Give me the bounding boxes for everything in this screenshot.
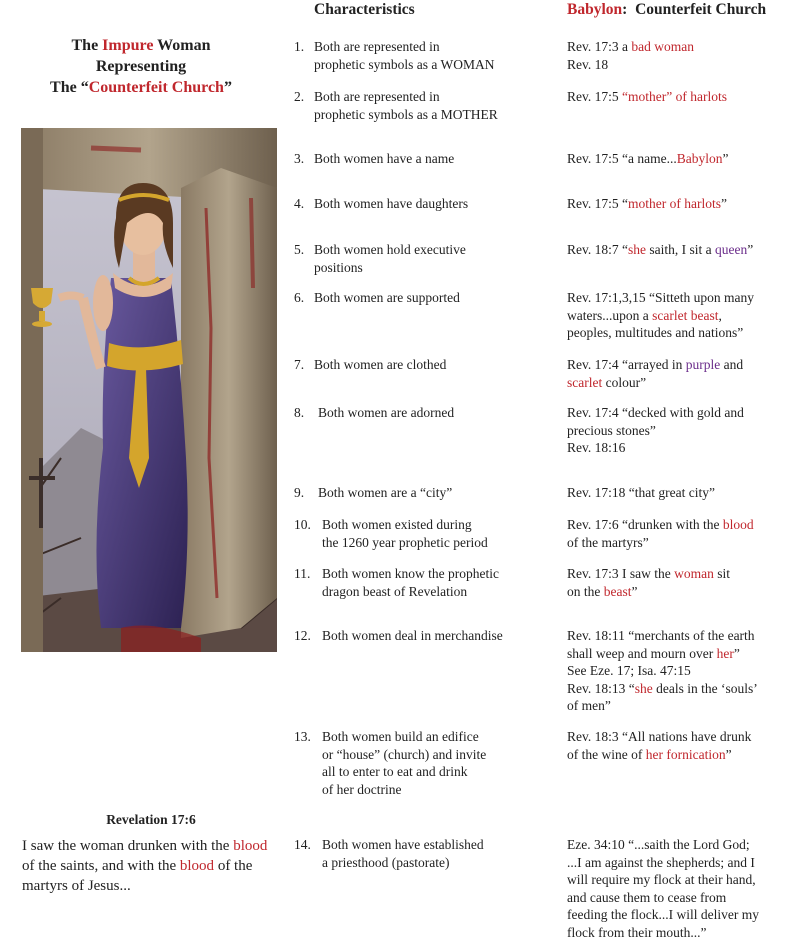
row-reference <box>567 565 799 600</box>
reference-span: Rev. 18:16 <box>567 440 626 455</box>
reference-line <box>567 645 799 663</box>
title-representing: Representing <box>95 58 187 75</box>
characteristic-line: prophetic symbols as a MOTHER <box>314 106 498 122</box>
reference-span: scarlet <box>567 374 603 390</box>
characteristic-line: Both women are clothed <box>314 357 447 372</box>
reference-span: ” <box>631 583 638 599</box>
reference-line <box>567 289 799 307</box>
characteristic-line: Both women hold executive <box>314 242 466 257</box>
verse-span: of the saints, and with the <box>22 858 180 874</box>
reference-span: ...I am against the shepherds; and I <box>567 854 755 870</box>
characteristic-line: or “house” (church) and invite <box>322 746 487 762</box>
reference-span: shall weep and mourn over <box>567 645 717 661</box>
reference-span: deals in the ‘souls’ <box>652 680 758 696</box>
reference-line <box>567 56 799 74</box>
reference-span: Rev. 17:4 “arrayed in <box>567 357 686 372</box>
characteristic-line: of her doctrine <box>322 781 402 797</box>
reference-line <box>567 871 799 889</box>
row-characteristic <box>322 836 484 871</box>
reference-span: of the martyrs” <box>567 534 649 550</box>
babylon-header <box>567 1 766 19</box>
reference-line <box>567 241 799 259</box>
characteristic-line: positions <box>314 259 363 275</box>
row-characteristic <box>322 627 503 645</box>
title-impure: Impure <box>102 37 154 54</box>
reference-line <box>567 565 799 583</box>
reference-span: she <box>634 680 653 696</box>
verse-span: of the martyrs of Jesus... <box>22 858 253 894</box>
reference-line <box>567 516 799 534</box>
reference-span: Rev. 17:6 “drunken with the <box>567 517 723 532</box>
babylon-header-counterfeit: Counterfeit Church <box>635 1 767 18</box>
reference-span: ” <box>722 151 729 166</box>
reference-span: on the <box>567 583 604 599</box>
reference-line <box>567 728 799 746</box>
row-reference <box>567 728 799 763</box>
reference-line <box>567 195 799 213</box>
reference-span: blood <box>722 517 754 532</box>
row-characteristic <box>314 88 498 123</box>
row-characteristic <box>314 150 454 168</box>
reference-line <box>567 662 799 680</box>
reference-line <box>567 534 799 552</box>
row-characteristic <box>314 195 468 213</box>
characteristic-line: dragon beast of Revelation <box>322 583 468 599</box>
reference-span: Rev. 17:4 “decked with gold and <box>567 405 744 420</box>
verse-heading: Revelation 17:6 <box>106 812 196 827</box>
characteristic-line: Both women have daughters <box>314 196 469 211</box>
reference-span: waters...upon a <box>567 307 653 323</box>
reference-line <box>567 88 799 106</box>
row-characteristic <box>318 404 454 422</box>
title-the-quote: The “ <box>50 79 89 96</box>
reference-line <box>567 680 799 698</box>
reference-span: Rev. 17:3 I saw the <box>567 566 675 581</box>
reference-line <box>567 404 799 422</box>
characteristic-line: all to enter to eat and drink <box>322 764 468 779</box>
reference-span: Rev. 18:13 “ <box>567 680 635 696</box>
characteristic-line: Both women build an edifice <box>322 729 479 744</box>
reference-line <box>567 439 799 457</box>
reference-span: Babylon <box>676 151 723 166</box>
row-characteristic <box>314 356 446 374</box>
row-number: 8. <box>294 405 305 420</box>
characteristics-header: Characteristics <box>314 1 415 18</box>
reference-span: See Eze. 17; Isa. 47:15 <box>567 663 691 678</box>
reference-span: Rev. 17:5 “a name... <box>567 151 677 166</box>
reference-span: “mother” of harlots <box>622 89 727 104</box>
reference-span: her <box>716 645 734 661</box>
reference-span: Rev. 18:11 “merchants of the earth <box>567 628 755 643</box>
reference-line <box>567 746 799 764</box>
reference-span: flock from their mouth...” <box>567 924 707 940</box>
reference-line <box>567 484 799 502</box>
row-characteristic <box>314 241 466 276</box>
reference-span: ” <box>720 196 727 211</box>
reference-line <box>567 356 799 374</box>
reference-span: saith, I sit a <box>646 242 715 257</box>
row-number: 9. <box>294 485 305 500</box>
characteristic-line: a priesthood (pastorate) <box>322 854 450 870</box>
reference-span: Rev. 17:5 “ <box>567 196 628 211</box>
reference-span: Rev. 17:3 a <box>567 39 632 54</box>
characteristic-line: Both women have established <box>322 837 484 852</box>
row-reference <box>567 627 799 715</box>
reference-span: and cause them to cease from <box>567 889 727 905</box>
reference-span: purple <box>685 357 721 372</box>
reference-span: precious stones” <box>567 422 656 438</box>
verse-span: I saw the woman drunken with the <box>22 838 234 854</box>
reference-span: Rev. 18:3 “All nations have drunk <box>567 729 752 744</box>
row-characteristic <box>322 565 499 600</box>
left-title <box>20 35 262 98</box>
reference-span: Rev. 17:1,3,15 “Sitteth upon many <box>567 290 754 305</box>
reference-line <box>567 324 799 342</box>
reference-span: of men” <box>567 698 611 713</box>
reference-span: , <box>718 307 722 323</box>
reference-line <box>567 924 799 942</box>
row-reference <box>567 88 799 106</box>
characteristic-line: Both are represented in <box>314 39 440 54</box>
reference-span: will require my flock at their hand, <box>567 872 756 887</box>
reference-span: feeding the flock...I will deliver my <box>567 907 759 922</box>
row-characteristic <box>318 484 452 502</box>
reference-span: peoples, multitudes and nations” <box>567 325 744 340</box>
row-reference <box>567 38 799 73</box>
row-number: 13. <box>294 729 311 744</box>
reference-line <box>567 627 799 645</box>
row-number: 4. <box>294 196 305 211</box>
reference-span: colour” <box>602 374 647 390</box>
reference-line <box>567 150 799 168</box>
reference-line <box>567 697 799 715</box>
reference-span: mother of harlots <box>628 196 721 211</box>
reference-line <box>567 836 799 854</box>
row-number: 14. <box>294 837 311 852</box>
reference-span: Rev. 18 <box>567 56 609 72</box>
reference-line <box>567 307 799 325</box>
reference-span: ” <box>747 242 754 257</box>
reference-span: queen <box>715 242 748 257</box>
title-counterfeit: Counterfeit Church <box>88 79 224 96</box>
row-characteristic <box>314 289 460 307</box>
verse-span: blood <box>179 858 215 874</box>
row-characteristic <box>322 728 486 798</box>
reference-span: ” <box>725 746 732 762</box>
reference-line <box>567 906 799 924</box>
characteristic-line: Both women existed during <box>322 517 472 532</box>
row-reference <box>567 241 799 259</box>
reference-line <box>567 38 799 56</box>
row-number: 2. <box>294 89 305 104</box>
verse-text <box>22 836 280 896</box>
row-reference <box>567 516 799 551</box>
reference-line <box>567 583 799 601</box>
characteristic-line: Both women are a “city” <box>318 485 453 500</box>
reference-span: Rev. 17:18 “that great city” <box>567 485 715 500</box>
characteristic-line: prophetic symbols as a WOMAN <box>314 56 495 72</box>
row-reference <box>567 484 799 502</box>
reference-span: scarlet beast <box>652 307 719 323</box>
reference-span: and <box>720 357 744 372</box>
row-number: 7. <box>294 357 305 372</box>
reference-span: woman <box>674 566 714 581</box>
verse-span: blood <box>233 838 268 854</box>
row-reference <box>567 356 799 391</box>
reference-span: Rev. 17:5 <box>567 89 622 104</box>
characteristic-line: Both women have a name <box>314 151 455 166</box>
row-characteristic <box>314 38 494 73</box>
reference-span: bad woman <box>631 39 694 54</box>
reference-line <box>567 374 799 392</box>
reference-span: of the wine of <box>567 746 646 762</box>
row-reference <box>567 150 799 168</box>
row-number: 6. <box>294 290 305 305</box>
reference-span: sit <box>713 566 730 581</box>
title-the: The <box>71 37 103 54</box>
characteristic-line: the 1260 year prophetic period <box>322 534 488 550</box>
row-reference <box>567 289 799 342</box>
reference-span: ” <box>733 645 740 661</box>
woman-illustration <box>21 128 277 652</box>
row-number: 11. <box>294 566 311 581</box>
row-reference <box>567 404 799 457</box>
row-number: 10. <box>294 517 311 532</box>
characteristic-line: Both women know the prophetic <box>322 566 499 581</box>
row-number: 12. <box>294 628 311 643</box>
reference-span: beast <box>603 583 632 599</box>
row-number: 3. <box>294 151 305 166</box>
characteristic-line: Both women are supported <box>314 290 460 305</box>
reference-line <box>567 889 799 907</box>
reference-span: she <box>628 242 646 257</box>
reference-line <box>567 422 799 440</box>
babylon-header-babylon: Babylon <box>567 1 623 18</box>
title-close-quote: ” <box>223 79 232 96</box>
characteristic-line: Both women are adorned <box>318 405 455 420</box>
babylon-header-colon: : <box>622 1 628 18</box>
reference-span: Eze. 34:10 “...saith the Lord God; <box>567 837 750 852</box>
row-reference <box>567 836 799 941</box>
characteristic-line: Both women deal in merchandise <box>322 628 503 643</box>
row-number: 5. <box>294 242 305 257</box>
reference-line <box>567 854 799 872</box>
row-reference <box>567 195 799 213</box>
characteristic-line: Both are represented in <box>314 89 440 104</box>
reference-span: her fornication <box>645 746 726 762</box>
row-characteristic <box>322 516 488 551</box>
reference-span: Rev. 18:7 “ <box>567 242 628 257</box>
title-woman: Woman <box>153 37 211 54</box>
row-number: 1. <box>294 39 305 54</box>
